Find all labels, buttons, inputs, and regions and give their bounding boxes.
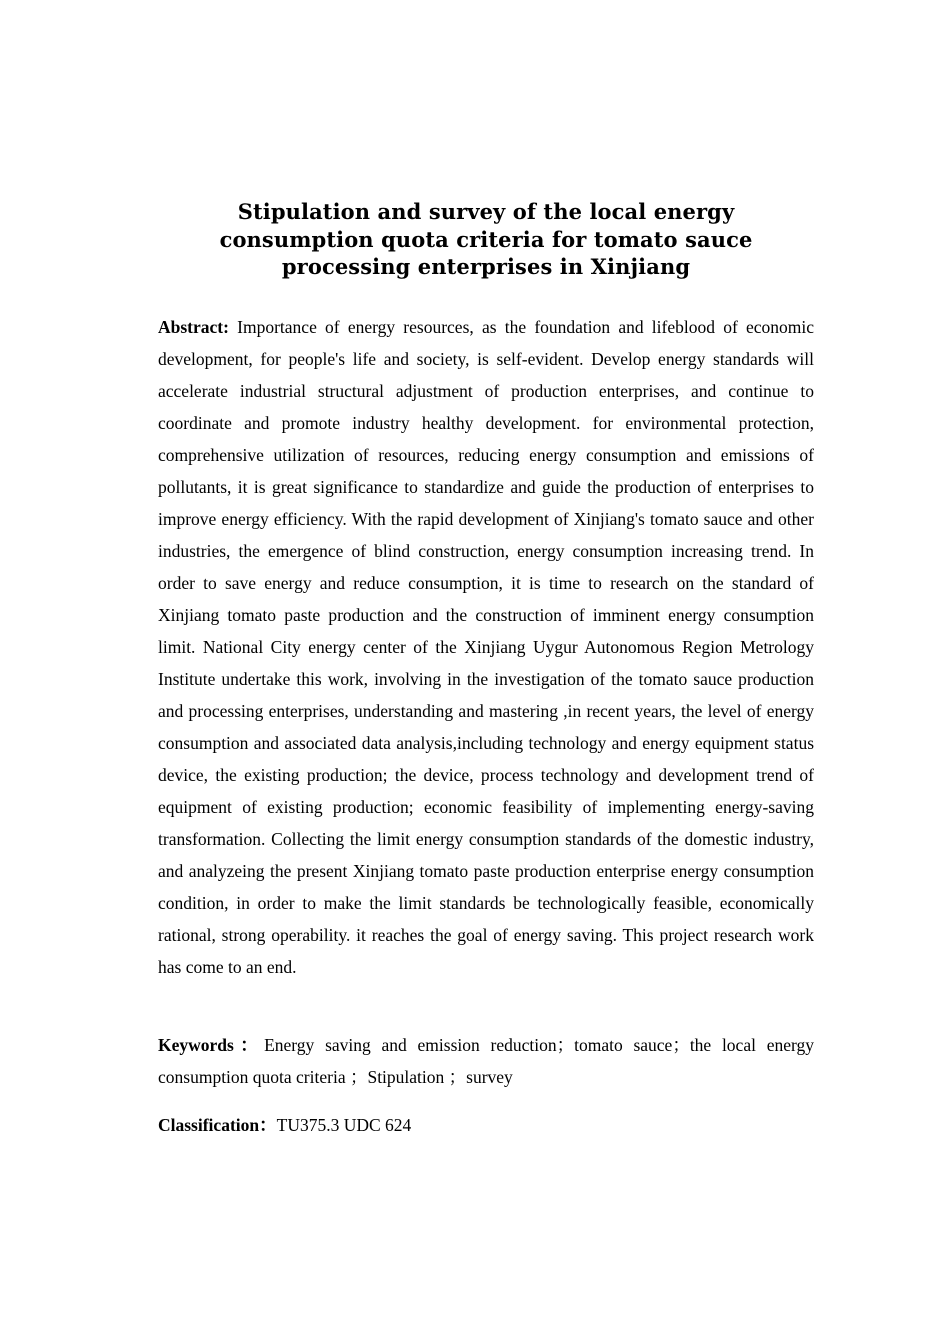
keywords-text: Energy saving and emission reduction；tomato sauce；the local energy consumption quota criteria ；Stipulation ；survey: [158, 1035, 815, 1087]
keywords-paragraph: [158, 1029, 814, 1093]
document-title: Stipulation and survey of the local energy consumption quota criteria for tomato sauce processing enterprises in Xinjiang: [219, 199, 753, 279]
classification-paragraph: [158, 1109, 814, 1141]
abstract-paragraph: [158, 311, 814, 983]
abstract-label: Abstract:: [158, 317, 229, 337]
keywords-label: Keywords：: [158, 1035, 265, 1055]
classification-label: Classification：: [158, 1115, 277, 1135]
abstract-text: Importance of energy resources, as the foundation and lifeblood of economic development, for people's life and society, is self-evident. Develop energy standards will accelerate industrial structural adjustment of production enterprises, and continue to coordinate and promote industry healthy development. for environmental protection, comprehensive utilization of resources, reducing energy consumption and emissions of pollutants, it is great significance to standardize and guide the production of enterprises to improve energy efficiency. With the rapid development of Xinjiang's tomato sauce and other industries, the emergence of blind construction, energy consumption increasing trend. In order to save energy and reduce consumption, it is time to research on the standard of Xinjiang tomato paste production and the construction of imminent energy consumption limit. National City energy center of the Xinjiang Uygur Autonomous Region Metrology Institute undertake this work, involving in the investigation of the tomato sauce production and processing enterprises, understanding and mastering ,in recent years, the level of energy consumption and associated data analysis,including technology and energy equipment status device, the existing production; the device, process technology and development trend of equipment of existing production; economic feasibility of implementing energy-saving transformation. Collecting the limit energy consumption standards of the domestic industry, and analyzeing the present Xinjiang tomato paste production enterprise energy consumption condition, in order to make the limit standards be technologically feasible, economically rational, strong operability. it reaches the goal of energy saving. This project research work has come to an end.: [158, 317, 814, 977]
classification-text: TU375.3 UDC 624: [276, 1115, 412, 1135]
